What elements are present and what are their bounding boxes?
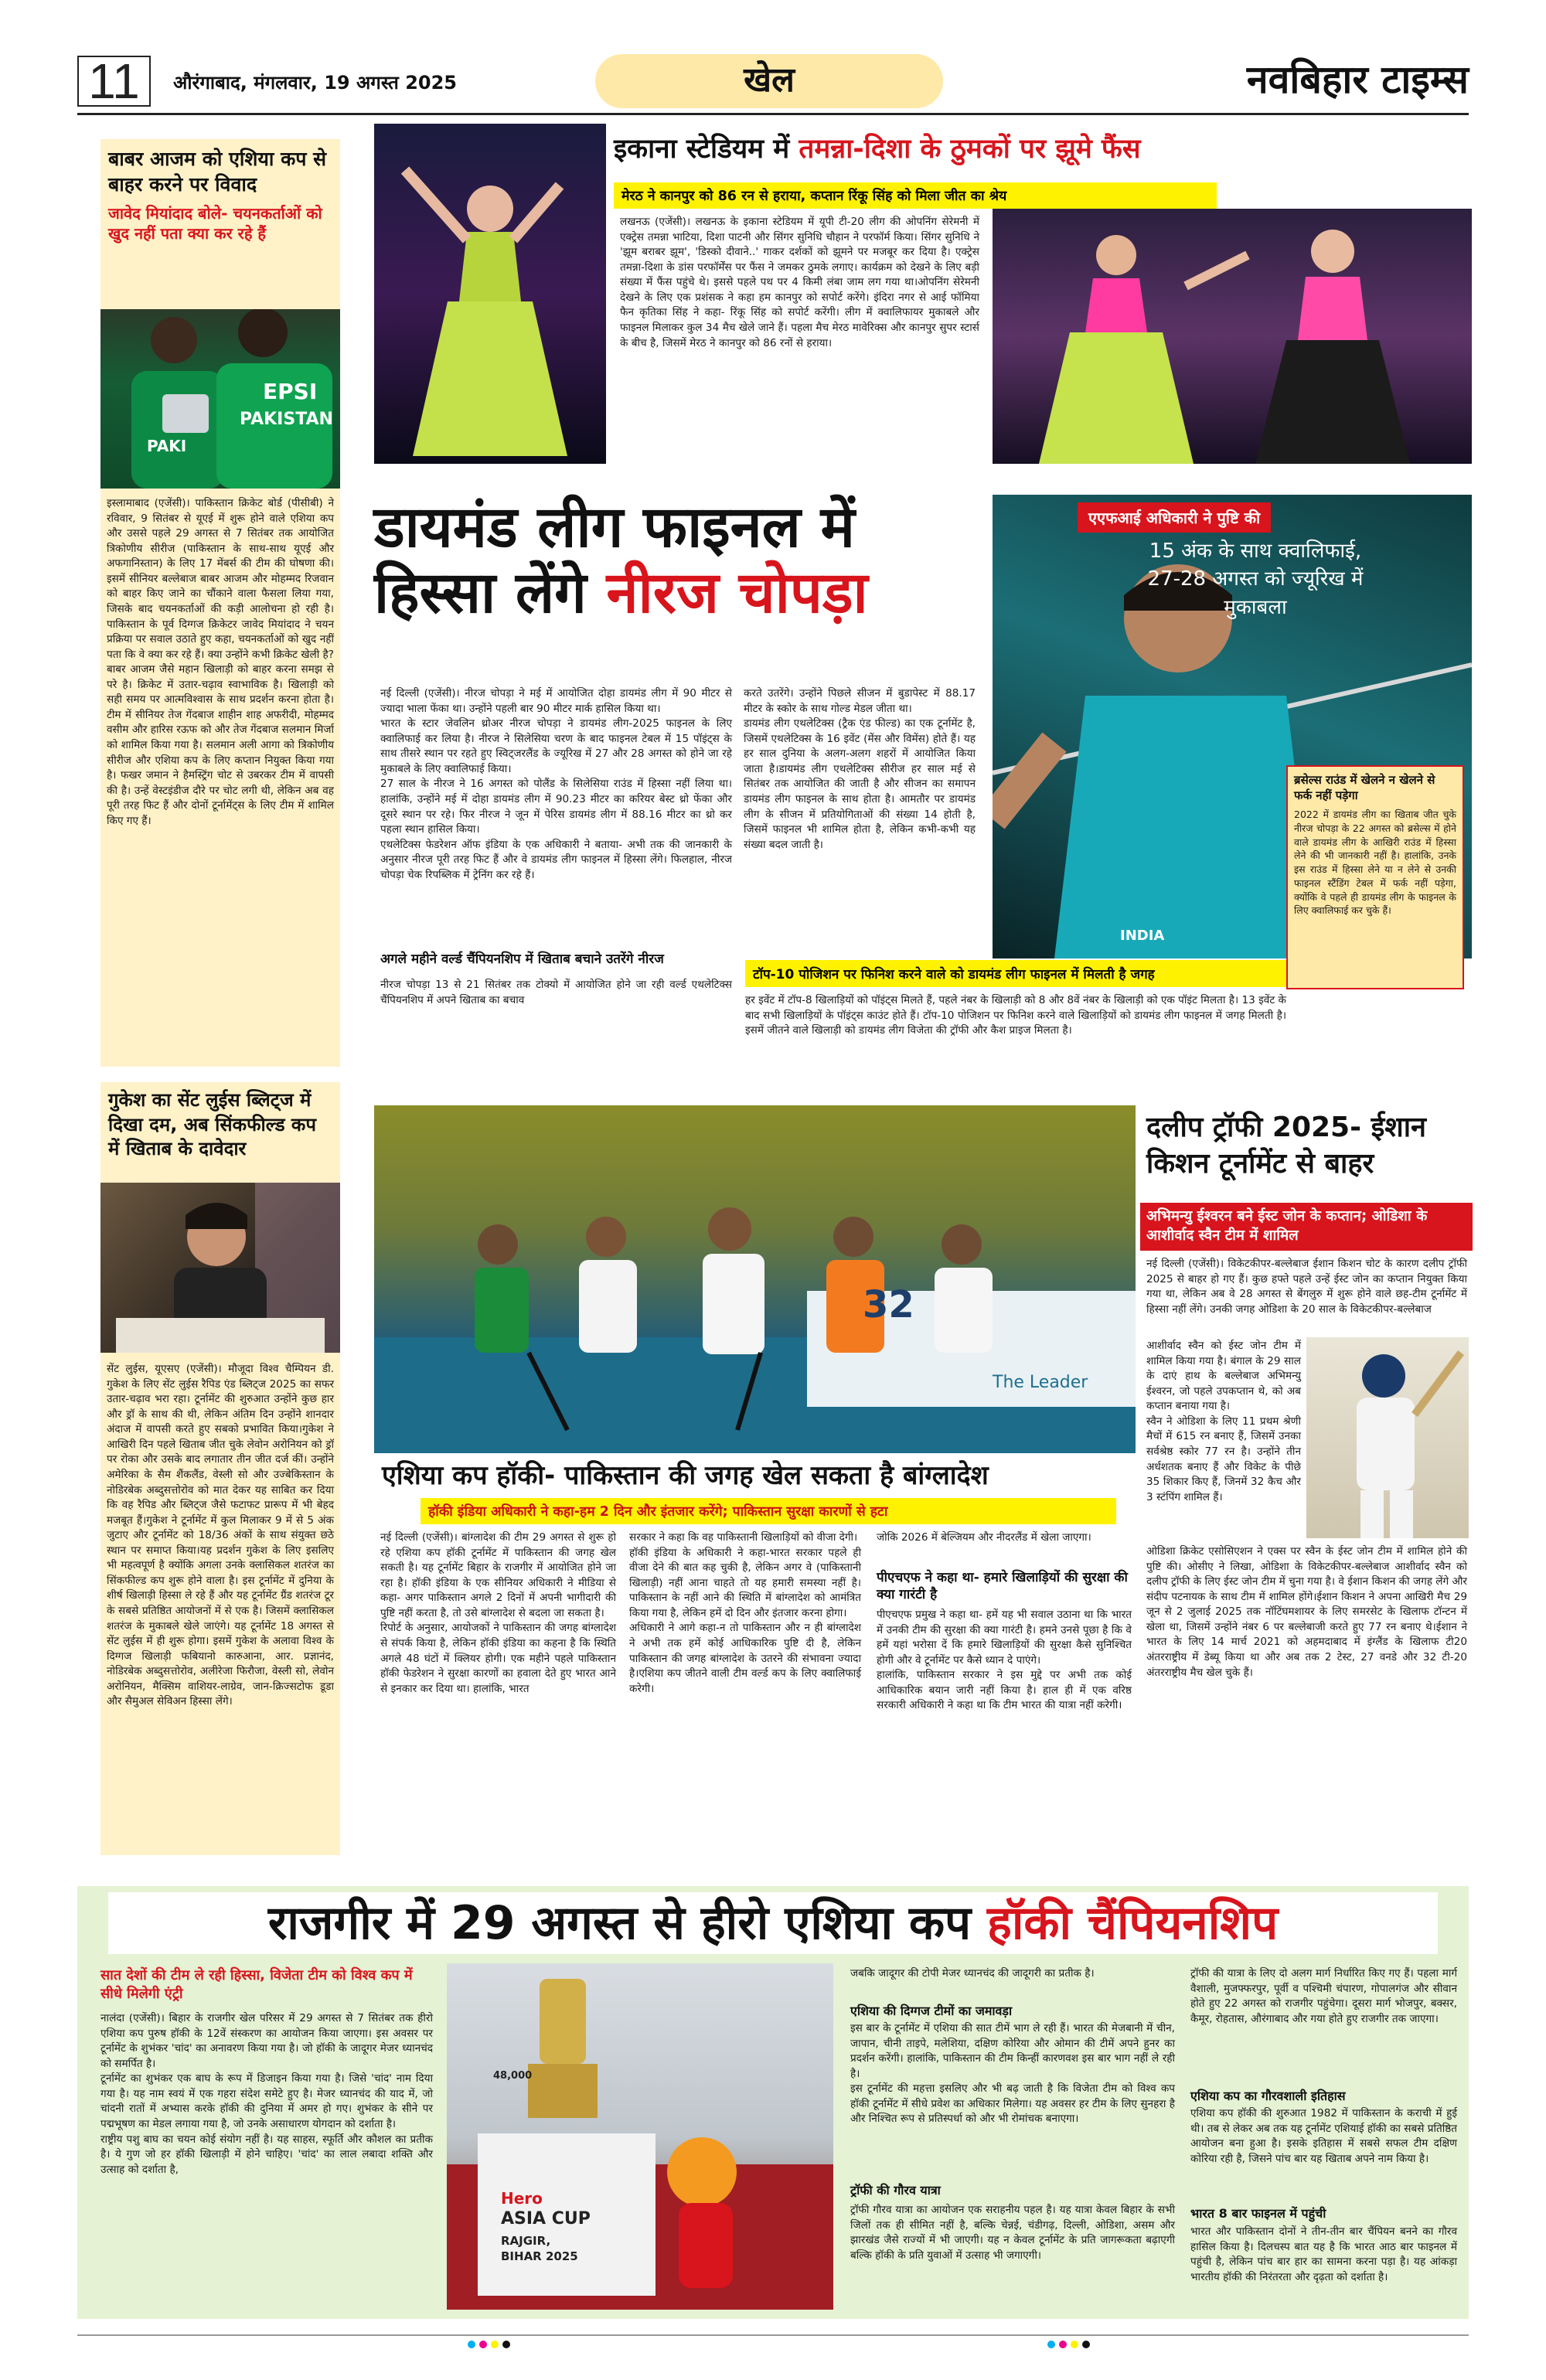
neeraj-top10-bar: टॉप-10 पोजिशन पर फिनिश करने वाले को डायमंड लीग फाइनल में मिलती है जगह [745, 960, 1286, 987]
hockey-photo-text-2: The Leader [993, 1373, 1088, 1392]
masthead-rule [77, 113, 1469, 115]
neeraj-headline-black: हिस्सा लेंगे [374, 560, 607, 627]
registration-dot-cyan-2 [1047, 2341, 1055, 2348]
rajgir-photo [447, 1963, 833, 2310]
duleep-body-bottom: ओडिशा क्रिकेट एसोसिएशन ने एक्स पर स्वैन के ईस्ट जोन टीम में शामिल होने की पुष्टि की। ओसीए ने लिखा, ओडिशा के विकेटकीपर-बल्लेबाज आशीर्वाद स्वैन को दलीप ट्रॉफी के लिए ईस्ट जोन टीम में चुना गया है। वे ईशान किशन की जगह लेंगे और संदीप पटनायक के साथ टीम में शामिल होंगे।ईशान किशन ने अपना आखिरी मैच 29 जून से 2 जुलाई 2025 तक नॉटिंघमशायर के लिए समरसेट के खिलाफ टॉन्टन में खेला था, जिसमें उन्होंने नंबर 6 पर बल्लेबाजी करते हुए 77 रन बनाए थे।ईशान ने भारत के लिए 14 मार्च 2021 को अहमदाबाद में इंग्लैंड के खिलाफ टी20 अंतरराष्ट्रीय में डेब्यू किया था और अब तक 2 टेस्ट, 27 वनडे और 32 टी-20 अंतरराष्ट्रीय मैच खेल चुके हैं। [1146, 1545, 1467, 1679]
hockey-photo-art [374, 1105, 1136, 1453]
ikana-photo-right [993, 209, 1472, 464]
rajgir-col2-sub2: ट्रॉफी की गौरव यात्रा [850, 2183, 941, 2198]
gukesh-headline: गुकेश का सेंट लुईस ब्लिट्ज में दिखा दम, अब सिंकफील्ड कप में खिताब के दावेदार [108, 1089, 316, 1160]
duleep-headline: दलीप ट्रॉफी 2025- ईशान किशन टूर्नामेंट से बाहर [1146, 1112, 1427, 1180]
neeraj-headline [374, 495, 977, 626]
neeraj-sub2: अगले महीने वर्ल्ड चैंपियनशिप में खिताब बचाने उतरेंगे नीरज [380, 952, 664, 967]
hockey-col3a: जोकि 2026 में बेल्जियम और नीदरलैंड में खेला जाएगा। [877, 1531, 1091, 1544]
neeraj-body-col1: नई दिल्ली (एजेंसी)। नीरज चोपड़ा ने मई में आयोजित दोहा डायमंड लीग में 90 मीटर से ज्यादा भाला फेंका था। उन्होंने पहली बार 90 मीटर मार्क हासिल किया था। भारत के स्टार जेवलिन थ्रोअर नीरज चोपड़ा ने डायमंड लीग-2025 फाइनल के लिए क्वालिफाई कर लिया है। नीरज ने सिलेसिया चरण के बाद फाइनल टेबल में 15 पॉइंट्स के साथ तीसरे स्थान पर रहते हुए स्विट्जरलैंड के ज्यूरिख में 27 और 28 अगस्त को होने जा रहे मुकाबले के लिए क्वालिफाई किया। 27 साल के नीरज ने 16 अगस्त को पोलैंड के सिलेसिया राउंड में हिस्सा नहीं लिया था। हालांकि, उन्होंने मई में दोहा डायमंड लीग में 90.23 मीटर का करियर बेस्ट थ्रो फेंका और दूसरे स्थान पर रहे। फिर नीरज ने जून में पेरिस डायमंड लीग में 88.16 मीटर का थ्रो कर पहला स्थान हासिल किया। एथलेटिक्स फेडरेशन ऑफ इंडिया के एक अधिकारी ने बताया- अभी तक की जानकारी के अनुसार नीरज पूरी तरह फिट हैं और वे डायमंड लीग फाइनल में हिस्सा लेंगे। फिलहाल, नीरज चोपड़ा चेक रिपब्लिक में ट्रेनिंग कर रहे हैं। [380, 687, 732, 881]
neeraj-blurb: 15 अंक के साथ क्वालिफाई, 27-28 अगस्त को ज्यूरिख में मुकाबला [1147, 540, 1364, 619]
rajgir-col3-sub1: एशिया कप का गौरवशाली इतिहास [1190, 2089, 1346, 2103]
neeraj-headline-line1: डायमंड लीग फाइनल में [374, 494, 855, 560]
rajgir-headline-red: हॉकी चैंपियनशिप [987, 1896, 1279, 1950]
rajgir-banner-title: ASIA CUP [501, 2209, 591, 2228]
ikana-subhead: मेरठ ने कानपुर को 86 रन से हराया, कप्तान रिंकू सिंह को मिला जीत का श्रेय [614, 182, 1217, 209]
masthead [77, 53, 1469, 113]
rajgir-col2b: इस बार के टूर्नामेंट में एशिया की सात टीमें भाग ले रही हैं। भारत की मेजबानी में चीन, जापान, चीनी ताइपे, मलेशिया, दक्षिण कोरिया और ओमान की टीमें अपने हुनर का प्रदर्शन करेंगी। हालांकि, पाकिस्तान की टीम किन्हीं कारणवश इस बार भाग नहीं ले रही है। इस टूर्नामेंट की महत्ता इसलिए और भी बढ़ जाती है कि विजेता टीम को विश्व कप हॉकी टूर्नामेंट में सीधे प्रवेश का अधिकार मिलेगा। यह अवसर हर टीम के लिए सुनहरा है और निश्चित रूप से प्रतिस्पर्धा को और भी रोमांचक बनाएगा। [850, 2022, 1175, 2126]
gukesh-story [100, 1082, 340, 1855]
babar-photo [100, 309, 340, 489]
ikana-headline-red: तमन्ना-दिशा के ठुमकों पर झूमे फैंस [799, 134, 1141, 165]
ikana-photo-left [374, 124, 606, 464]
gukesh-photo [100, 1183, 340, 1353]
rajgir-headline-black: राजगीर में 29 अगस्त से हीरो एशिया कप [267, 1896, 987, 1950]
rajgir-col3-sub2: भारत 8 बार फाइनल में पहुंची [1190, 2206, 1326, 2221]
registration-dot-black-2 [1082, 2341, 1090, 2348]
hockey-photo-text-1: 32 [863, 1283, 914, 1326]
registration-dot-magenta [479, 2341, 487, 2348]
neeraj-bib-text: INDIA [1120, 928, 1165, 944]
hockey-col3b: पीएचएफ प्रमुख ने कहा था- हमें यह भी सवाल उठाना था कि भारत में उनकी टीम की सुरक्षा की क्या गारंटी है। हमने उनसे पूछा है कि वे हमें यहां भरोसा दें कि हमारे खिलाड़ियों की सुरक्षा कैसे सुनिश्चित होगी और वे टूर्नामेंट पर कैसे ध्यान दे पाएंगे। हालांकि, पाकिस्तान सरकार ने इस मुद्दे पर अभी तक कोई आधिकारिक बयान जारी नहीं किया है। हाल ही में एक वरिष्ठ सरकारी अधिकारी ने कहा था कि टीम भारत की यात्रा नहीं करेगी। [877, 1609, 1132, 1712]
hockey-col3-sub: पीएचएफ ने कहा था- हमारे खिलाड़ियों की सुरक्षा की क्या गारंटी है [877, 1570, 1128, 1603]
neeraj-body-col2: करते उतरेंगे। उन्होंने पिछले सीजन में बुडापेस्ट में 88.17 मीटर के स्कोर के साथ गोल्ड मेडल जीता था। डायमंड लीग एथलेटिक्स (ट्रैक एंड फील्ड) का एक टूर्नामेंट है, जिसमें एथलेटिक्स के 16 इवेंट (मेंस और विमेंस) होते हैं। यह हर साल दुनिया के अलग-अलग शहरों में आयोजित किया जाता है।डायमंड लीग एथलेटिक्स सीरीज हर साल मई से सितंबर तक आयोजित की जाती है और सीजन का समापन डायमंड लीग फाइनल के साथ होता है। आमतौर पर डायमंड लीग के सीजन में प्रतियोगिताओं की संख्या 14 होती है, जिसमें फाइनल भी शामिल होता है, लेकिन कभी-कभी यह संख्या बदल जाती है। [744, 687, 976, 851]
duleep-photo-art [1306, 1337, 1469, 1538]
babar-body: इस्लामाबाद (एजेंसी)। पाकिस्तान क्रिकेट बोर्ड (पीसीबी) ने रविवार, 9 सितंबर से यूएई में शुरू होने वाले एशिया कप और उससे पहले 29 अगस्त से 7 सितंबर तक आयोजित त्रिकोणीय सीरीज (पाकिस्तान के साथ-साथ यूएई और अफगानिस्तान) के लिए 17 मेंबर्स की टीम की घोषणा की। इसमें सीनियर बल्लेबाज बाबर आजम और मोहम्मद रिजवान को बाहर किए जाने का चौंकाने वाला फैसला लिया गया, जिसके बाद चयनकर्ताओं की कड़ी आलोचना हो रही है।पाकिस्तान के पूर्व दिग्गज क्रिकेटर जावेद मियांदाद ने चयन प्रक्रिया पर सवाल उठाते हुए कहा, चयनकर्ताओं को खुद नहीं पता कि वे क्या कर रहे हैं। क्या उन्होंने कभी क्रिकेट खेली है? बाबर आजम जैसे महान खिलाड़ी को बाहर करना समझ से परे है। क्रिकेट में उतार-चढ़ाव स्वाभाविक है। खिलाड़ी को सही समय पर आत्मविश्वास के साथ प्रदर्शन करना होता है।टीम में सीनियर तेज गेंदबाज शाहीन शाह अफरीदी, मोहम्मद वसीम और हारिस रऊफ को और तेज गेंदबाज सलमान मिर्जा को शामिल किया गया है। सलमान अली आगा को त्रिकोणीय सीरीज और एशिया कप के लिए कप्तान नियुक्त किया गया है। फखर जमान ने हैमस्ट्रिंग चोट से उबरकर टीम में वापसी की है। उन्हें वेस्टइंडीज दौरे पर चोट लगी थी, लेकिन अब वह पूरी तरह फिट हैं और दोनों टूर्नामेंट्स के लिए टीम में शामिल किए गए हैं। [107, 497, 334, 827]
neeraj-sidebar [1286, 765, 1464, 989]
rajgir-headline [108, 1892, 1438, 1954]
duleep-body-top: नई दिल्ली (एजेंसी)। विकेटकीपर-बल्लेबाज ईशान किशन चोट के कारण दलीप ट्रॉफी 2025 से बाहर हो गए हैं। कुछ हफ्ते पहले उन्हें ईस्ट जोन का कप्तान नियुक्त किया गया था, लेकिन अब वे 28 अगस्त से बेंगलुरु में शुरू होने वाले छह-टीम टूर्नामेंट में हिस्सा नहीं लेंगे। उनकी जगह ओडिशा के 20 साल के विकेटकीपर-बल्लेबाज [1146, 1258, 1467, 1316]
rajgir-subhead: सात देशों की टीम ले रही हिस्सा, विजेता टीम को विश्व कप में सीधे मिलेगी एंट्री [100, 1967, 413, 2003]
neeraj-sidebar-body: 2022 में डायमंड लीग का खिताब जीत चुके नीरज चोपड़ा के 22 अगस्त को ब्रसेल्स में होने वाले डायमंड लीग के आखिरी राउंड में हिस्सा लेने की भी जानकारी नहीं है। हालांकि, उनके इस राउंड में हिस्सा लेने या न लेने से उनकी फाइनल स्टैंडिंग टेबल में फर्क नहीं पड़ेगा, क्योंकि वे पहले ही डायमंड लीग के फाइनल के लिए क्वालिफाई कर चुके हैं। [1294, 809, 1456, 917]
babar-photo-text-1: EPSI [263, 379, 318, 404]
dateline: औरंगाबाद, मंगलवार, 19 अगस्त 2025 [173, 72, 457, 94]
rajgir-col2a: जबकि जादूगर की टोपी मेजर ध्यानचंद की जादूगरी का प्रतीक है। [850, 1967, 1095, 1980]
babar-photo-text-3: PAKI [147, 437, 187, 455]
babar-story [100, 139, 340, 1067]
rajgir-story [77, 1886, 1469, 2319]
ikana-story [374, 124, 1472, 479]
neeraj-headline-red: नीरज चोपड़ा [606, 560, 868, 627]
duleep-subhead: अभिमन्यु ईश्वरन बने ईस्ट जोन के कप्तान; ओडिशा के आशीर्वाद स्वैन टीम में शामिल [1140, 1203, 1473, 1251]
page-number: 11 [77, 56, 151, 107]
rajgir-banner-sub: RAJGIR, BIHAR 2025 [501, 2234, 578, 2263]
hockey-photo [374, 1105, 1136, 1453]
dancer-left-art [374, 124, 606, 464]
duleep-story [1140, 1105, 1473, 1701]
neeraj-tag: एएफआई अधिकारी ने पुष्टि की [1078, 502, 1271, 533]
rajgir-trophy-price: 48,000 [493, 2070, 533, 2082]
hockey-col1: नई दिल्ली (एजेंसी)। बांग्लादेश की टीम 29 अगस्त से शुरू हो रहे एशिया कप हॉकी टूर्नामेंट में पाकिस्तान की जगह खेल सकती है। यह टूर्नामेंट बिहार के राजगीर में आयोजित होने जा रहा है। हॉकी इंडिया के एक सीनियर अधिकारी ने मीडिया से कहा- अगर पाकिस्तान अगले 2 दिनों में अपनी भागीदारी की पुष्टि नहीं करता है, तो उसे बांग्लादेश से बदला जा सकता है। रिपोर्ट के अनुसार, आयोजकों ने पाकिस्तान की जगह बांग्लादेश से संपर्क किया है, लेकिन हॉकी इंडिया का कहना है कि स्थिति अगले 48 घंटों में क्लियर होगी। एक महीने पहले पाकिस्तान हॉकी फेडरेशन ने सुरक्षा कारणों का हवाला देते हुए भारत आने से इनकार कर दिया था। हालांकि, भारत [380, 1531, 616, 1695]
gukesh-photo-art [100, 1183, 340, 1353]
rajgir-col1: नालंदा (एजेंसी)। बिहार के राजगीर खेल परिसर में 29 अगस्त से 7 सितंबर तक हीरो एशिया कप पुरुष हॉकी के 12वें संस्करण का आयोजन किया जाएगा। इस अवसर पर टूर्नामेंट के शुभंकर 'चांद' का अनावरण किया गया है। जो हॉकी के जादूगर मेजर ध्यानचंद को समर्पित है। टूर्नामेंट का शुभंकर एक बाघ के रूप में डिजाइन किया गया है। जिसे 'चांद' नाम दिया गया है। यह नाम स्वयं में एक गहरा संदेश समेटे हुए है। मेजर ध्यानचंद की याद में, जो चांदनी रातों में अभ्यास करके हॉकी की दुनिया में अमर हो गए। शुभंकर के सीने पर पद्मभूषण का मेडल लगाया गया है, जो उनके असाधारण योगदान को दर्शाता है। राष्ट्रीय पशु बाघ का चयन कोई संयोग नहीं है। यह साहस, स्फूर्ति और कौशल का प्रतीक है। ये गुण जो हर हॉकी खिलाड़ी में होने चाहिए। 'चांद' का लाल लबादा शक्ति और उत्साह को दर्शाता है, [100, 2012, 433, 2176]
footer-rule [77, 2334, 1469, 2336]
rajgir-col3a: ट्रॉफी की यात्रा के लिए दो अलग मार्ग निर्धारित किए गए हैं। पहला मार्ग वैशाली, मुजफ्फरपुर, पूर्वी व पश्चिमी चंपारण, गोपालगंज और सीवान होते हुए 22 अगस्त को राजगीर पहुंचेगा। दूसरा मार्ग भोजपुर, बक्सर, कैमूर, रोहतास, औरंगाबाद और गया होते हुए राजगीर तक जाएगा। [1190, 1967, 1457, 2025]
section-pill [595, 54, 943, 108]
gukesh-body: सेंट लुईस, यूएसए (एजेंसी)। मौजूदा विश्व चैम्पियन डी. गुकेश के लिए सेंट लुईस रैपिड एंड ब्लिट्ज 2025 का सफर उतार-चढ़ाव भरा रहा। टूर्नामेंट की शुरुआत उन्होंने कुछ हार और ड्रॉ के साथ की थी, लेकिन अंतिम दिन उन्होंने शानदार अंदाज में वापसी करते हुए सबको प्रभावित किया।गुकेश ने आखिरी दिन पहले खिताब जीत चुके लेवोन अरोनियन को ड्रॉ पर रोका और उसके बाद लगातार तीन जीत दर्ज कीं। उन्होंने अमेरिका के सैम शैंकलैंड, वेस्ली सो और उज्बेकिस्तान के नोडिरबेक अब्दुसत्तोरोव को मात देकर यह साबित कर दिया कि वह रैपिड और ब्लिट्ज जैसे फटाफट प्रारूप में भी बेहद मजबूत हैं।गुकेश ने टूर्नामेंट में कुल मिलाकर 9 में से 5 अंक जुटाए और टूर्नामेंट को 18/36 अंकों के साथ संयुक्त छठे स्थान पर समाप्त किया।यह प्रदर्शन गुकेश के लिए इसलिए भी महत्वपूर्ण है क्योंकि अगला उनके क्लासिकल शतरंज का सिंकफील्ड कप शुरू होने वाला है। इस टूर्नामेंट में दुनिया के शीर्ष खिलाड़ी हिस्सा ले रहे हैं और यह टूर्नामेंट ग्रैंड शतरंज टूर के सबसे प्रतिष्ठित आयोजनों में से एक है। जिसमें क्लासिकल शतरंज के मुकाबले खेले जाएंगे। यह टूर्नामेंट 18 अगस्त से सेंट लुईस में ही शुरू होगा। इसमें गुकेश के अलावा विश्व के दिग्गज खिलाड़ी फबियानो कारुआना, आर. प्रज्ञानंद, नोडिरबेक अब्दुसत्तोरोव, अलीरेजा फिरौजा, वेस्ली सो, लेवोन अरोनियन, मैक्सिम वाशियर-लाग्रेव, जान-क्रिज्सटोफ डूडा और सैमुअल सेविअन हिस्सा लेंगे। [107, 1363, 334, 1708]
ikana-headline-black: इकाना स्टेडियम में [614, 134, 799, 165]
registration-dot-yellow [491, 2341, 499, 2348]
rajgir-banner-brand: Hero [501, 2189, 543, 2208]
registration-dot-black [502, 2341, 510, 2348]
duleep-body-left: आशीर्वाद स्वैन को ईस्ट जोन टीम में शामिल किया गया है। बंगाल के 29 साल के दाएं हाथ के बल्लेबाज अभिमन्यु ईश्वरन, जो पहले उपकप्तान थे, को अब कप्तान बनाया गया है। स्वैन ने ओडिशा के लिए 11 प्रथम श्रेणी मैचों में 615 रन बनाए हैं, जिसमें उनका सर्वश्रेष्ठ स्कोर 77 रन है। उन्होंने तीन अर्धशतक बनाए हैं और विकेट के पीछे 35 शिकार किए हैं, जिनमें 32 कैच और 3 स्टंपिंग शामिल हैं। [1146, 1340, 1301, 1503]
rajgir-col3c: भारत और पाकिस्तान दोनों ने तीन-तीन बार चैंपियन बनने का गौरव हासिल किया है। दिलचस्प बात यह है कि भारत आठ बार फाइनल में पहुंची है, लेकिन पांच बार हार का सामना करना पड़ा है। यह आंकड़ा भारतीय हॉकी की निरंतरता और दृढ़ता को दर्शाता है। [1190, 2225, 1457, 2283]
neeraj-body-col1b: नीरज चोपड़ा 13 से 21 सितंबर तक टोक्यो में आयोजित होने जा रही वर्ल्ड एथलेटिक्स चैंपियनशिप में अपने खिताब का बचाव [380, 979, 732, 1006]
hockey-story [374, 1105, 1136, 1712]
neeraj-top10-body: हर इवेंट में टॉप-8 खिलाड़ियों को पॉइंट्स मिलते हैं, पहले नंबर के खिलाड़ी को 8 और 8वें नंबर के खिलाड़ी को एक पॉइंट मिलता है। 13 इवेंट के बाद सभी खिलाड़ियों के पॉइंट्स काउंट होते हैं। टॉप-10 पोजिशन पर फिनिश करने वाले खिलाड़ियों को डायमंड लीग फाइनल में जगह मिलती है। इसमें जीतने वाले खिलाड़ी को डायमंड लीग विजेता की ट्रॉफी और कैश प्राइज मिलता है। [745, 994, 1286, 1037]
dancers-right-art [993, 209, 1472, 464]
rajgir-col2c: ट्रॉफी गौरव यात्रा का आयोजन एक सराहनीय पहल है। यह यात्रा केवल बिहार के सभी जिलों तक ही सीमित नहीं है, बल्कि चेन्नई, चंडीगढ़, दिल्ली, ओडिशा, असम और झारखंड जैसे राज्यों में भी जाएगी। यह न केवल टूर्नामेंट के प्रति जागरूकता बढ़ाएगी बल्कि हॉकी के प्रति युवाओं में उत्साह भी जगाएगी। [850, 2204, 1175, 2262]
registration-dot-magenta-2 [1059, 2341, 1067, 2348]
hockey-bar: हॉकी इंडिया अधिकारी ने कहा-हम 2 दिन और इंतजार करेंगे; पाकिस्तान सुरक्षा कारणों से हटा [421, 1498, 1116, 1524]
neeraj-story [374, 495, 1472, 1098]
babar-headline: बाबर आजम को एशिया कप से बाहर करने पर विवाद [108, 148, 327, 196]
ikana-headline [614, 133, 1340, 165]
neeraj-sidebar-head: ब्रसेल्स राउंड में खेलने न खेलने से फर्क नहीं पड़ेगा [1294, 773, 1435, 802]
babar-subhead: जावेद मियांदाद बोले- चयनकर्ताओं को खुद नहीं पता क्या कर रहे हैं [108, 204, 322, 243]
rajgir-col2-sub1: एशिया की दिग्गज टीमों का जमावड़ा [850, 2004, 1013, 2018]
section-name: खेल [744, 60, 795, 100]
ikana-body: लखनऊ (एजेंसी)। लखनऊ के इकाना स्टेडियम में यूपी टी-20 लीग की ओपनिंग सेरेमनी में एक्ट्रेस तमन्ना भाटिया, दिशा पाटनी और सिंगर सुनिधि चौहान ने परफॉर्म किया। सिंगर सुनिधि ने 'झूम बराबर झूम', 'डिस्को दीवाने..' गाकर दर्शकों को झूमने पर मजबूर कर दिया है। एक्ट्रेस तमन्ना-दिशा के डांस परफॉर्मेंस पर फैंस ने जमकर ठुमके लगाए। कार्यक्रम को देखने के लिए बड़ी संख्या में फैंस पहुंचे थे। इससे पहले पथ पर 4 किमी लंबा जाम लग गया था।ओपनिंग सेरेमनी देखने के लिए एक प्रशंसक ने कहा हम कानपुर को सपोर्ट करेंगे। इंदिरा नगर से आई फॉमिया फैन कृतिका सिंह ने कहा- रिंकू सिंह को सपोर्ट करेंगी। लीग में क्वालिफायर मुकाबले और फाइनल मिलाकर कुल 34 मैच खेले जाने हैं। पहला मैच मेरठ मावेरिक्स और कानपुर सुपर स्टार्स के बीच है, जिसमें मेरठ ने कानपुर को 86 रनों से हराया। [620, 216, 979, 349]
hockey-headline: एशिया कप हॉकी- पाकिस्तान की जगह खेल सकता है बांग्लादेश [382, 1460, 989, 1491]
duleep-photo [1306, 1337, 1469, 1538]
hockey-col2: सरकार ने कहा कि वह पाकिस्तानी खिलाड़ियों को वीजा देगी। हॉकी इंडिया के अधिकारी ने कहा-भारत सरकार पहले ही वीजा देने की बात कह चुकी है, लेकिन अगर वे (पाकिस्तानी खिलाड़ी) नहीं आना चाहते तो यह हमारी समस्या नहीं है। पाकिस्तान के नहीं आने की स्थिति में बांग्लादेश को आमंत्रित किया गया है, लेकिन हमें दो दिन और इंतजार करना होगा। अधिकारी ने आगे कहा-न तो पाकिस्तान और न ही बांग्लादेश ने अभी तक हमें कोई आधिकारिक पुष्टि दी है, लेकिन पाकिस्तान की जगह बांग्लादेश के उतरने की संभावना ज्यादा है।एशिया कप जीतने वाली टीम वर्ल्ड कप के लिए क्वालिफाई करेगी। [629, 1531, 861, 1695]
registration-dot-cyan [468, 2341, 475, 2348]
paper-name: नवबिहार टाइम्स [1246, 57, 1469, 102]
babar-photo-text-2: PAKISTAN [240, 410, 333, 429]
registration-dot-yellow-2 [1071, 2341, 1078, 2348]
rajgir-col3b: एशिया कप हॉकी की शुरुआत 1982 में पाकिस्तान के कराची में हुई थी। तब से लेकर अब तक यह टूर्नामेंट एशियाई हॉकी का सबसे प्रतिष्ठित आयोजन बना हुआ है। इसके इतिहास में सबसे सफल टीम दक्षिण कोरिया रही है, जिसने पांच बार यह खिताब अपने नाम किया है। [1190, 2107, 1457, 2165]
